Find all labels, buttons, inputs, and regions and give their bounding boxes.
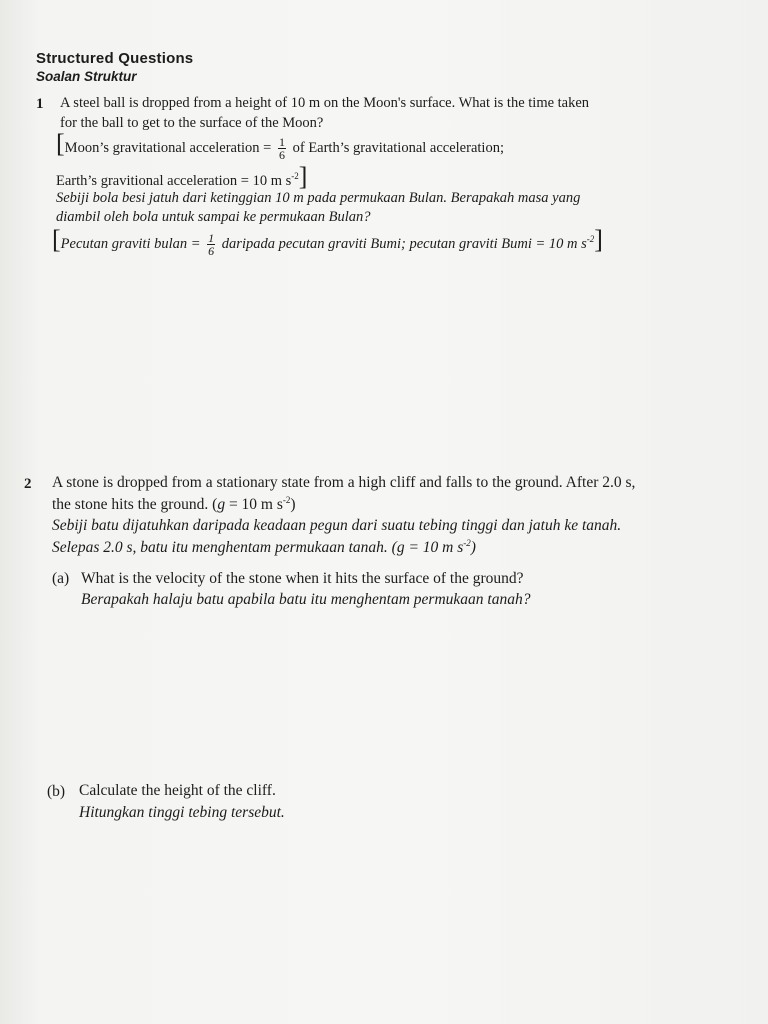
question-number: 1 [36, 96, 44, 112]
malay-text-line: diambil oleh bola untuk sampai ke permukaan Bulan? [56, 209, 371, 225]
part-text: Calculate the height of the cliff. [79, 782, 276, 799]
malay-text-line: Sebiji bola besi jatuh dari ketinggian 10 m pada permukaan Bulan. Berapakah masa yang [56, 190, 581, 206]
part-label: (b) [47, 783, 66, 800]
malay-given-note: [Pecutan graviti bulan = $\frac{1}{6}$ daripada pecutan graviti Bumi; pecutan graviti Bumi = 10 m $s^{-2}$] [52, 225, 603, 259]
section-subtitle: Soalan Struktur [36, 69, 137, 84]
fraction: $\frac{1}{6}$ [208, 231, 215, 259]
question-text-line: the stone hits the ground. (g = 10 m $s^{-2}$) [52, 494, 296, 513]
malay-text-line: Selepas 2.0 s, batu itu menghentam permukaan tanah. (g = 10 m $s^{-2}$) [52, 537, 476, 556]
question-text-line: for the ball to get to the surface of the Moon? [60, 115, 324, 131]
fraction: $\frac{1}{6}$ [278, 135, 285, 163]
bracket-close: ] [298, 162, 308, 191]
given-note: [Moon’s gravitational acceleration = $\frac{1}{6}$ of Earth’s gravitational acceleration; [56, 129, 504, 163]
given-note-2: Earth’s gravitional acceleration = 10 m $s^{-2}$] [56, 162, 308, 191]
malay-text-line: Sebiji batu dijatuhkan daripada keadaan pegun dari suatu tebing tinggi dan jatuh ke tanah. [52, 517, 622, 534]
part-text: What is the velocity of the stone when it hits the surface of the ground? [81, 570, 524, 587]
bracket-open: [ [56, 129, 65, 158]
question-number: 2 [24, 476, 32, 492]
question-text-line: A stone is dropped from a stationary state from a high cliff and falls to the ground. After 2.0 s, [52, 474, 636, 491]
section-title: Structured Questions [36, 50, 194, 67]
part-text-malay: Hitungkan tinggi tebing tersebut. [79, 804, 285, 821]
part-label: (a) [52, 570, 70, 587]
question-text-line: A steel ball is dropped from a height of 10 m on the Moon's surface. What is the time taken [60, 95, 590, 111]
part-text-malay: Berapakah halaju batu apabila batu itu menghentam permukaan tanah? [81, 591, 531, 608]
